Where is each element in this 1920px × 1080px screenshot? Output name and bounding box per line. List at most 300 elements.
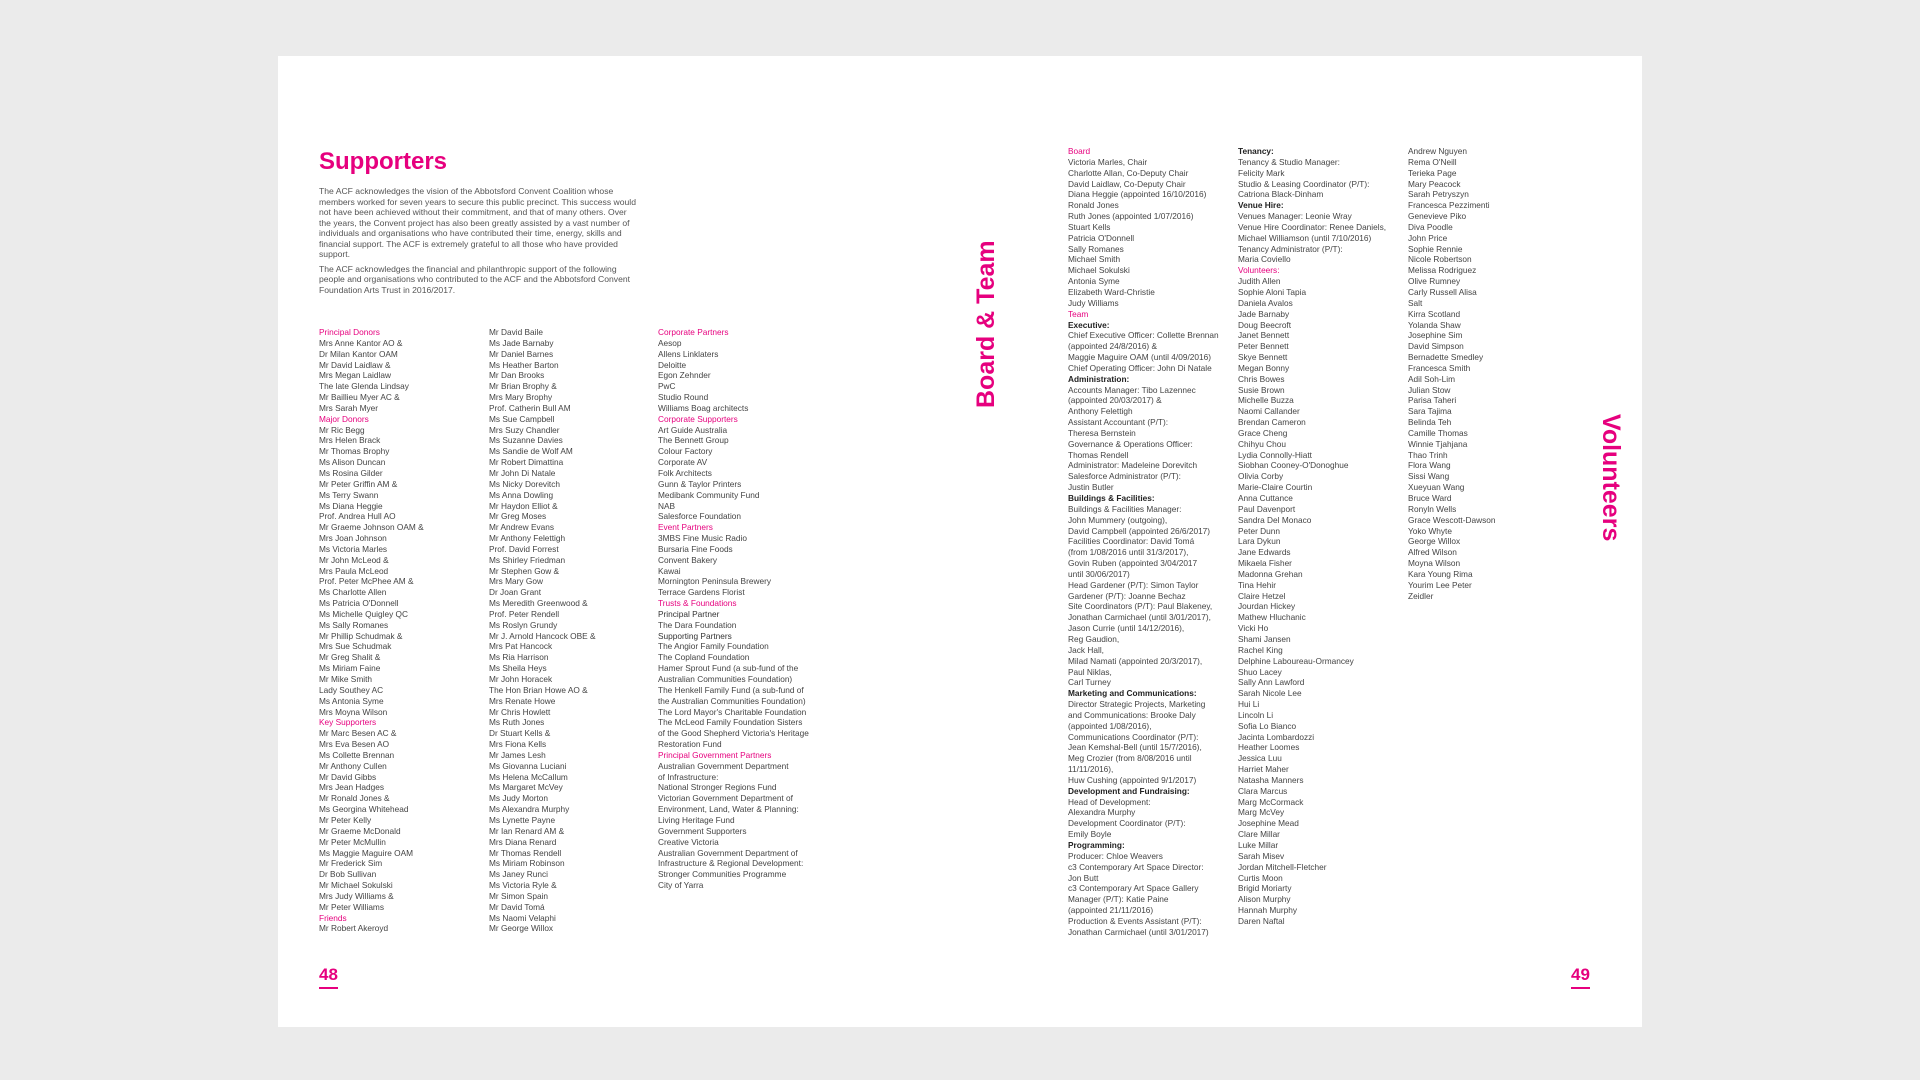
list-item: Mr Robert Akeroyd bbox=[319, 923, 389, 934]
list-item: 3MBS Fine Music Radio bbox=[658, 533, 747, 544]
list-item: Mr Thomas Rendell bbox=[489, 847, 562, 858]
section-heading: Team bbox=[1068, 308, 1089, 319]
list-item: Lincoln Li bbox=[1238, 709, 1274, 720]
list-item: Kirra Scotland bbox=[1408, 308, 1461, 319]
list-item: Ronyln Wells bbox=[1408, 503, 1457, 514]
page-number-underline bbox=[1571, 987, 1590, 989]
list-item: Anthony Felettigh bbox=[1068, 406, 1133, 417]
section-heading: Friends bbox=[319, 912, 347, 923]
list-item: Milad Namati (appointed 20/3/2017), bbox=[1068, 655, 1203, 666]
list-item: Restoration Fund bbox=[658, 739, 722, 750]
list-item: Ms Diana Heggie bbox=[319, 500, 383, 511]
section-heading: Volunteers: bbox=[1238, 265, 1280, 276]
list-item: Australian Government Department bbox=[658, 760, 789, 771]
list-item: Mr Frederick Sim bbox=[319, 858, 383, 869]
section-heading: Executive: bbox=[1068, 319, 1110, 330]
list-item: Ms Miriam Faine bbox=[319, 663, 381, 674]
list-item: Salt bbox=[1408, 297, 1423, 308]
intro-paragraph: The ACF acknowledges the financial and philanthropic support of the following people and organisations who contributed to the ACF and the Abbotsford Convent Foundation Arts Trust in 2016/2017. bbox=[319, 263, 631, 295]
list-item: Ms Giovanna Luciani bbox=[489, 760, 567, 771]
list-item: Skye Bennett bbox=[1238, 352, 1288, 363]
list-item: Ms Terry Swann bbox=[319, 489, 379, 500]
intro-paragraph: The ACF acknowledges the vision of the Abbotsford Convent Coalition whose members worked for seven years to secure this public precinct. This success would not have been achieved without their commitment, and that of many others. Over the years, the Convent project has also been greatly assisted by a vast number of individuals and organisations who have contributed their time, energy, skills and financial support. The ACF is extremely grateful to all those who have provided support. bbox=[319, 186, 636, 259]
list-item: Brigid Moriarty bbox=[1238, 883, 1292, 894]
section-heading: Corporate Supporters bbox=[658, 413, 738, 424]
volunteers-column-3 bbox=[1408, 146, 1495, 601]
list-item: Mr Peter Kelly bbox=[319, 814, 372, 825]
list-item: Deloitte bbox=[658, 359, 687, 370]
list-item: Williams Boag architects bbox=[658, 402, 749, 413]
list-item: Antonia Syme bbox=[1068, 276, 1120, 287]
list-item: George Willox bbox=[1408, 536, 1461, 547]
list-item: Mrs Paula McLeod bbox=[319, 565, 389, 576]
list-item: Gardener (P/T): Joanne Bechaz bbox=[1068, 590, 1186, 601]
list-item: Production & Events Assistant (P/T): bbox=[1068, 915, 1202, 926]
list-item: The Henkell Family Fund (a sub-fund of bbox=[658, 684, 804, 695]
list-item: Colour Factory bbox=[658, 446, 713, 457]
list-item: Charlotte Allan, Co-Deputy Chair bbox=[1068, 167, 1189, 178]
section-heading: Supporting Partners bbox=[658, 630, 732, 641]
list-item: Ms Alison Duncan bbox=[319, 457, 386, 468]
list-item: Head of Development: bbox=[1068, 796, 1151, 807]
list-item: David Simpson bbox=[1408, 341, 1464, 352]
list-item: David Laidlaw, Co-Deputy Chair bbox=[1068, 178, 1186, 189]
list-item: Ms Suzanne Davies bbox=[489, 435, 563, 446]
list-item: Ms Rosina Gilder bbox=[319, 467, 383, 478]
list-item: Mr Peter Griffin AM & bbox=[319, 478, 398, 489]
list-item: Corporate AV bbox=[658, 457, 708, 468]
list-item: Communications Coordinator (P/T): bbox=[1068, 731, 1199, 742]
list-item: Janet Bennett bbox=[1238, 330, 1290, 341]
list-item: Mrs Sue Schudmak bbox=[319, 641, 392, 652]
list-item: Mr Dan Brooks bbox=[489, 370, 545, 381]
list-item: Nicole Robertson bbox=[1408, 254, 1472, 265]
list-item: Claire Hetzel bbox=[1238, 590, 1286, 601]
list-item: Terieka Page bbox=[1408, 167, 1457, 178]
list-item: Carly Russell Alisa bbox=[1408, 286, 1477, 297]
list-item: Mary Peacock bbox=[1408, 178, 1461, 189]
list-item: Daniela Avalos bbox=[1238, 297, 1293, 308]
list-item: Kawai bbox=[658, 565, 681, 576]
list-item: the Australian Communities Foundation) bbox=[658, 695, 806, 706]
list-item: Michael Smith bbox=[1068, 254, 1121, 265]
list-item: Olivia Corby bbox=[1238, 471, 1284, 482]
list-item: Natasha Manners bbox=[1238, 774, 1304, 785]
list-item: Judy Williams bbox=[1068, 297, 1119, 308]
list-item: Jean Kemshal-Bell (until 15/7/2016), bbox=[1068, 742, 1202, 753]
list-item: Curtis Moon bbox=[1238, 872, 1283, 883]
page-number-text: 49 bbox=[1571, 965, 1590, 984]
list-item: Francesca Smith bbox=[1408, 362, 1471, 373]
list-item: Heather Loomes bbox=[1238, 742, 1300, 753]
list-item: Ms Janey Runci bbox=[489, 869, 549, 880]
list-item: Grace Cheng bbox=[1238, 427, 1288, 438]
list-item: Mr Greg Moses bbox=[489, 511, 547, 522]
list-item: Mr Phillip Schudmak & bbox=[319, 630, 403, 641]
list-item: Diana Heggie (appointed 16/10/2016) bbox=[1068, 189, 1207, 200]
list-item: Mr David Tomá bbox=[489, 901, 545, 912]
page-number-text: 48 bbox=[319, 965, 338, 984]
list-item: Thomas Rendell bbox=[1068, 449, 1129, 460]
list-item: Mr John Horacek bbox=[489, 674, 553, 684]
list-item: The Bennett Group bbox=[658, 435, 729, 446]
list-item: Victoria Marles, Chair bbox=[1068, 156, 1148, 167]
page-49 bbox=[960, 56, 1642, 1027]
list-item: Mrs Eva Besen AO bbox=[319, 739, 390, 750]
list-item: Luke Millar bbox=[1238, 840, 1279, 850]
list-item: Mrs Suzy Chandler bbox=[489, 424, 560, 435]
list-item: Carl Turney bbox=[1068, 677, 1111, 688]
list-item: Ms Ria Harrison bbox=[489, 652, 549, 663]
list-item: Vicki Ho bbox=[1238, 623, 1269, 634]
list-item: Harriet Maher bbox=[1238, 764, 1289, 775]
page-number bbox=[1571, 965, 1590, 989]
list-item: Josephine Sim bbox=[1408, 330, 1463, 341]
supporters-column-3 bbox=[658, 327, 809, 891]
list-item: The Dara Foundation bbox=[658, 619, 737, 630]
list-item: Julian Stow bbox=[1408, 384, 1451, 395]
intro-text bbox=[319, 186, 637, 299]
list-item: Josephine Mead bbox=[1238, 818, 1299, 829]
list-item: Ms Jade Barnaby bbox=[489, 337, 554, 348]
list-item: Dr Joan Grant bbox=[489, 587, 542, 598]
list-item: Thao Trinh bbox=[1408, 449, 1448, 460]
list-item: City of Yarra bbox=[658, 880, 704, 891]
list-item: Australian Government Department of bbox=[658, 847, 798, 858]
list-item: Michelle Buzza bbox=[1238, 395, 1294, 406]
list-item: John Mummery (outgoing), bbox=[1068, 514, 1168, 525]
list-item: Kara Young Rima bbox=[1408, 568, 1473, 579]
list-item: Brendan Cameron bbox=[1238, 417, 1306, 428]
list-item: Ms Antonia Syme bbox=[319, 695, 384, 706]
list-item: Mr Anthony Felettigh bbox=[489, 533, 566, 544]
list-item: Chris Bowes bbox=[1238, 373, 1285, 384]
board-team-column-1 bbox=[1068, 146, 1219, 938]
list-item: Ms Lynette Payne bbox=[489, 814, 556, 825]
list-item: Marg McVey bbox=[1238, 807, 1285, 818]
list-item: Patricia O'Donnell bbox=[1068, 232, 1135, 243]
page-48 bbox=[278, 56, 960, 1027]
list-item: Alfred Wilson bbox=[1408, 547, 1457, 558]
document-spread bbox=[278, 56, 1642, 1027]
list-item: Mr John McLeod & bbox=[319, 554, 389, 565]
list-item: Ms Meredith Greenwood & bbox=[489, 598, 588, 609]
list-item: Sofia Lo Bianco bbox=[1238, 720, 1297, 731]
list-item: Ms Michelle Quigley QC bbox=[319, 608, 408, 619]
list-item: Terrace Gardens Florist bbox=[658, 587, 745, 598]
list-item: Winnie Tjahjana bbox=[1408, 438, 1468, 449]
list-item: Belinda Teh bbox=[1408, 417, 1452, 428]
list-item: Mr Mike Smith bbox=[319, 674, 373, 684]
list-item: Zeidler bbox=[1408, 590, 1434, 601]
list-item: Siobhan Cooney-O'Donoghue bbox=[1238, 460, 1349, 471]
list-item: Mr Graeme Johnson OAM & bbox=[319, 522, 424, 533]
list-item: Ms Judy Morton bbox=[489, 793, 549, 804]
list-item: Sarah Petryszyn bbox=[1408, 189, 1469, 200]
list-item: Gunn & Taylor Printers bbox=[658, 478, 742, 489]
list-item: c3 Contemporary Art Space Gallery bbox=[1068, 883, 1199, 894]
list-item: Jordan Mitchell-Fletcher bbox=[1238, 861, 1327, 872]
list-item: Environment, Land, Water & Planning: bbox=[658, 804, 799, 815]
list-item: Mrs Helen Brack bbox=[319, 435, 381, 446]
list-item: Mr Graeme McDonald bbox=[319, 825, 401, 836]
list-item: Flora Wang bbox=[1408, 460, 1451, 471]
list-item: Alison Murphy bbox=[1238, 894, 1291, 905]
list-item: Site Coordinators (P/T): Paul Blakeney, bbox=[1068, 601, 1213, 612]
list-item: Victorian Government Department of bbox=[658, 793, 793, 804]
list-item: Mr Chris Howlett bbox=[489, 706, 551, 717]
list-item: Mr Daniel Barnes bbox=[489, 348, 554, 359]
list-item: Mr J. Arnold Hancock OBE & bbox=[489, 630, 596, 641]
section-heading: Marketing and Communications: bbox=[1068, 688, 1197, 699]
list-item: Sandra Del Monaco bbox=[1238, 514, 1312, 525]
list-item: Mr Brian Brophy & bbox=[489, 381, 557, 392]
list-item: Felicity Mark bbox=[1238, 167, 1285, 178]
list-item: NAB bbox=[658, 500, 676, 511]
list-item: Ms Patricia O'Donnell bbox=[319, 598, 399, 609]
list-item: Bernadette Smedley bbox=[1408, 352, 1484, 363]
list-item: Jonathan Carmichael (until 3/01/2017) bbox=[1068, 926, 1209, 937]
list-item: David Campbell (appointed 26/6/2017) bbox=[1068, 525, 1211, 536]
list-item: Jonathan Carmichael (until 3/01/2017), bbox=[1068, 612, 1211, 623]
list-item: Mr Ric Begg bbox=[319, 424, 365, 435]
list-item: Government Supporters bbox=[658, 825, 747, 836]
list-item: Australian Communities Foundation) bbox=[658, 674, 793, 684]
list-item: Mr Marc Besen AC & bbox=[319, 728, 397, 739]
list-item: Chihyu Chou bbox=[1238, 438, 1286, 449]
board-team-heading: Board & Team bbox=[972, 240, 1000, 408]
list-item: Prof. Catherin Bull AM bbox=[489, 402, 571, 413]
list-item: Ms Georgina Whitehead bbox=[319, 804, 409, 815]
list-item: Lady Southey AC bbox=[319, 684, 384, 695]
list-item: John Price bbox=[1408, 232, 1448, 243]
list-item: Ms Nicky Dorevitch bbox=[489, 478, 560, 489]
list-item: Mr Baillieu Myer AC & bbox=[319, 392, 400, 403]
list-item: Art Guide Australia bbox=[658, 424, 728, 435]
list-item: Jack Hall, bbox=[1068, 644, 1104, 655]
list-item: Mrs Pat Hancock bbox=[489, 641, 553, 652]
list-item: Ms Sheila Heys bbox=[489, 663, 547, 674]
section-heading: Principal Donors bbox=[319, 327, 380, 337]
list-item: Mr Andrew Evans bbox=[489, 522, 555, 533]
list-item: 11/11/2016), bbox=[1068, 764, 1114, 775]
list-item: Sophie Rennie bbox=[1408, 243, 1463, 254]
list-item: Dr Milan Kantor OAM bbox=[319, 348, 398, 359]
list-item: Mr Simon Spain bbox=[489, 890, 549, 901]
list-item: Mr David Laidlaw & bbox=[319, 359, 391, 370]
page-number-underline bbox=[319, 987, 338, 989]
list-item: Ms Helena McCallum bbox=[489, 771, 568, 782]
list-item: Mrs Mary Brophy bbox=[489, 392, 553, 403]
list-item: Living Heritage Fund bbox=[658, 814, 735, 825]
list-item: Mrs Diana Renard bbox=[489, 836, 557, 847]
list-item: Ms Margaret McVey bbox=[489, 782, 563, 793]
list-item: Huw Cushing (appointed 9/1/2017) bbox=[1068, 774, 1197, 785]
section-heading: Administration: bbox=[1068, 373, 1130, 384]
list-item: Mr Greg Shalit & bbox=[319, 652, 381, 663]
section-heading: Venue Hire: bbox=[1238, 200, 1284, 211]
list-item: Infrastructure & Regional Development: bbox=[658, 858, 804, 869]
list-item: Sophie Aloni Tapia bbox=[1238, 286, 1307, 297]
list-item: Mrs Renate Howe bbox=[489, 695, 556, 706]
list-item: Producer: Chloe Weavers bbox=[1068, 850, 1163, 861]
list-item: Maggie Maguire OAM (until 4/09/2016) bbox=[1068, 352, 1211, 363]
list-item: Govin Ruben (appointed 3/04/2017 bbox=[1068, 558, 1198, 569]
board-team-column-2 bbox=[1238, 146, 1386, 927]
list-item: Jourdan Hickey bbox=[1238, 601, 1296, 612]
list-item: (appointed 1/08/2016), bbox=[1068, 720, 1152, 731]
list-item: Meg Crozier (from 8/08/2016 until bbox=[1068, 753, 1192, 764]
list-item: Mr Peter McMullin bbox=[319, 836, 386, 847]
list-item: Bruce Ward bbox=[1408, 493, 1452, 503]
list-item: Diva Poodle bbox=[1408, 221, 1453, 232]
list-item: Sara Tajima bbox=[1408, 406, 1452, 417]
list-item: Delphine Laboureau-Ormancey bbox=[1238, 655, 1354, 666]
list-item: Prof. Andrea Hull AO bbox=[319, 511, 396, 522]
list-item: Mrs Jean Hadges bbox=[319, 782, 385, 793]
list-item: Mr Peter Williams bbox=[319, 901, 384, 912]
list-item: Ms Victoria Ryle & bbox=[489, 880, 557, 891]
list-item: Ms Anna Dowling bbox=[489, 489, 554, 500]
list-item: Jon Butt bbox=[1068, 872, 1099, 883]
list-item: Mr George Willox bbox=[489, 923, 554, 934]
list-item: Shuo Lacey bbox=[1238, 666, 1282, 677]
list-item: Mr Haydon Elliot & bbox=[489, 500, 558, 511]
supporters-column-1 bbox=[319, 327, 424, 934]
section-heading: Principal Partner bbox=[658, 608, 720, 619]
list-item: Ms Collette Brennan bbox=[319, 749, 395, 760]
list-item: Mrs Mary Gow bbox=[489, 576, 543, 587]
list-item: Ms Miriam Robinson bbox=[489, 858, 565, 869]
page-title: Supporters bbox=[319, 148, 448, 175]
list-item: Megan Bonny bbox=[1238, 362, 1290, 373]
list-item: Buildings & Facilities Manager: bbox=[1068, 503, 1182, 514]
list-item: Olive Rumney bbox=[1408, 276, 1461, 287]
list-item: Justin Butler bbox=[1068, 482, 1114, 493]
list-item: Ms Naomi Velaphi bbox=[489, 912, 556, 923]
list-item: Mrs Fiona Kells bbox=[489, 739, 547, 750]
list-item: Mikaela Fisher bbox=[1238, 558, 1292, 569]
list-item: Tina Hehir bbox=[1238, 579, 1276, 590]
list-item: Chief Operating Officer: John Di Natale bbox=[1068, 362, 1212, 373]
list-item: Mr Robert Dimattina bbox=[489, 457, 564, 468]
section-heading: Development and Fundraising: bbox=[1068, 785, 1190, 796]
list-item: Hamer Sprout Fund (a sub-fund of the bbox=[658, 663, 799, 674]
section-heading: Board bbox=[1068, 146, 1091, 156]
list-item: Ms Maggie Maguire OAM bbox=[319, 847, 414, 858]
list-item: Administrator: Madeleine Dorevitch bbox=[1068, 460, 1198, 471]
list-item: Grace Wescott-Dawson bbox=[1408, 514, 1496, 525]
list-item: Chief Executive Officer: Collette Brennan bbox=[1068, 330, 1219, 341]
list-item: Mrs Megan Laidlaw bbox=[319, 370, 391, 381]
list-item: Development Coordinator (P/T): bbox=[1068, 818, 1186, 829]
list-item: (appointed 24/8/2016) & bbox=[1068, 341, 1158, 352]
list-item: PwC bbox=[658, 381, 676, 392]
list-item: Mr Stephen Gow & bbox=[489, 565, 560, 576]
list-item: The Angior Family Foundation bbox=[658, 641, 769, 652]
list-item: Prof. David Forrest bbox=[489, 543, 559, 554]
list-item: Mr David Baile bbox=[489, 327, 543, 337]
list-item: Paul Niklas, bbox=[1068, 666, 1112, 677]
list-item: Folk Architects bbox=[658, 467, 712, 478]
section-heading: Principal Government Partners bbox=[658, 749, 772, 760]
list-item: Tenancy & Studio Manager: bbox=[1238, 156, 1340, 167]
list-item: Jane Edwards bbox=[1238, 547, 1291, 558]
list-item: Tenancy Administrator (P/T): bbox=[1238, 243, 1343, 254]
list-item: Parisa Taheri bbox=[1408, 395, 1457, 406]
list-item: Sally Romanes bbox=[1068, 243, 1124, 254]
list-item: Jessica Luu bbox=[1238, 753, 1282, 764]
list-item: of the Good Shepherd Victoria's Heritage bbox=[658, 728, 809, 739]
section-heading: Major Donors bbox=[319, 413, 369, 424]
list-item: Clara Marcus bbox=[1238, 785, 1288, 796]
list-item: Paul Davenport bbox=[1238, 503, 1296, 514]
section-heading: Tenancy: bbox=[1238, 146, 1274, 156]
list-item: Mr Thomas Brophy bbox=[319, 446, 390, 457]
section-heading: Corporate Partners bbox=[658, 327, 729, 337]
list-item: Daren Naftal bbox=[1238, 915, 1285, 926]
list-item: Venues Manager: Leonie Wray bbox=[1238, 211, 1352, 222]
list-item: Stuart Kells bbox=[1068, 221, 1111, 232]
list-item: Ms Charlotte Allen bbox=[319, 587, 387, 598]
list-item: Genevieve Piko bbox=[1408, 211, 1467, 222]
list-item: Accounts Manager: Tibo Lazennec bbox=[1068, 384, 1196, 395]
list-item: Michael Sokulski bbox=[1068, 265, 1130, 276]
list-item: Mr David Gibbs bbox=[319, 771, 377, 782]
list-item: Andrew Nguyen bbox=[1408, 146, 1468, 156]
list-item: Theresa Bernstein bbox=[1068, 427, 1136, 438]
list-item: Maria Coviello bbox=[1238, 254, 1291, 265]
list-item: Lara Dykun bbox=[1238, 536, 1281, 547]
list-item: Yourim Lee Peter bbox=[1408, 579, 1472, 590]
list-item: Jason Currie (until 14/12/2016), bbox=[1068, 623, 1185, 634]
list-item: Head Gardener (P/T): Simon Taylor bbox=[1068, 579, 1199, 590]
list-item: Doug Beecroft bbox=[1238, 319, 1292, 330]
list-item: Jade Barnaby bbox=[1238, 308, 1290, 319]
list-item: of Infrastructure: bbox=[658, 771, 719, 782]
list-item: Mr Ronald Jones & bbox=[319, 793, 390, 804]
list-item: Creative Victoria bbox=[658, 836, 719, 847]
list-item: Mr James Lesh bbox=[489, 749, 546, 760]
list-item: The Copland Foundation bbox=[658, 652, 750, 663]
list-item: Stronger Communities Programme bbox=[658, 869, 787, 880]
list-item: Yoko Whyte bbox=[1408, 525, 1452, 536]
list-item: Mr Michael Sokulski bbox=[319, 880, 393, 891]
section-heading: Key Supporters bbox=[319, 717, 377, 728]
list-item: (appointed 20/03/2017) & bbox=[1068, 395, 1162, 406]
list-item: (appointed 21/11/2016) bbox=[1068, 905, 1154, 916]
list-item: Mrs Judy Williams & bbox=[319, 890, 394, 901]
list-item: Adil Soh-Lim bbox=[1408, 373, 1456, 384]
list-item: Rachel King bbox=[1238, 644, 1283, 655]
list-item: Mr Ian Renard AM & bbox=[489, 825, 565, 836]
section-heading: Buildings & Facilities: bbox=[1068, 493, 1155, 503]
list-item: Xueyuan Wang bbox=[1408, 482, 1465, 493]
list-item: Mr John Di Natale bbox=[489, 467, 556, 478]
section-heading: Programming: bbox=[1068, 840, 1125, 850]
list-item: Peter Dunn bbox=[1238, 525, 1280, 536]
list-item: Mrs Moyna Wilson bbox=[319, 706, 388, 717]
list-item: Ms Ruth Jones bbox=[489, 717, 545, 728]
list-item: Studio & Leasing Coordinator (P/T): bbox=[1238, 178, 1370, 189]
list-item: The McLeod Family Foundation Sisters bbox=[658, 717, 803, 728]
list-item: Ms Shirley Friedman bbox=[489, 554, 566, 565]
list-item: Ms Victoria Marles bbox=[319, 543, 388, 554]
list-item: Jacinta Lombardozzi bbox=[1238, 731, 1315, 742]
list-item: Ronald Jones bbox=[1068, 200, 1119, 211]
list-item: Sarah Misev bbox=[1238, 850, 1285, 861]
list-item: Mr Anthony Cullen bbox=[319, 760, 387, 771]
